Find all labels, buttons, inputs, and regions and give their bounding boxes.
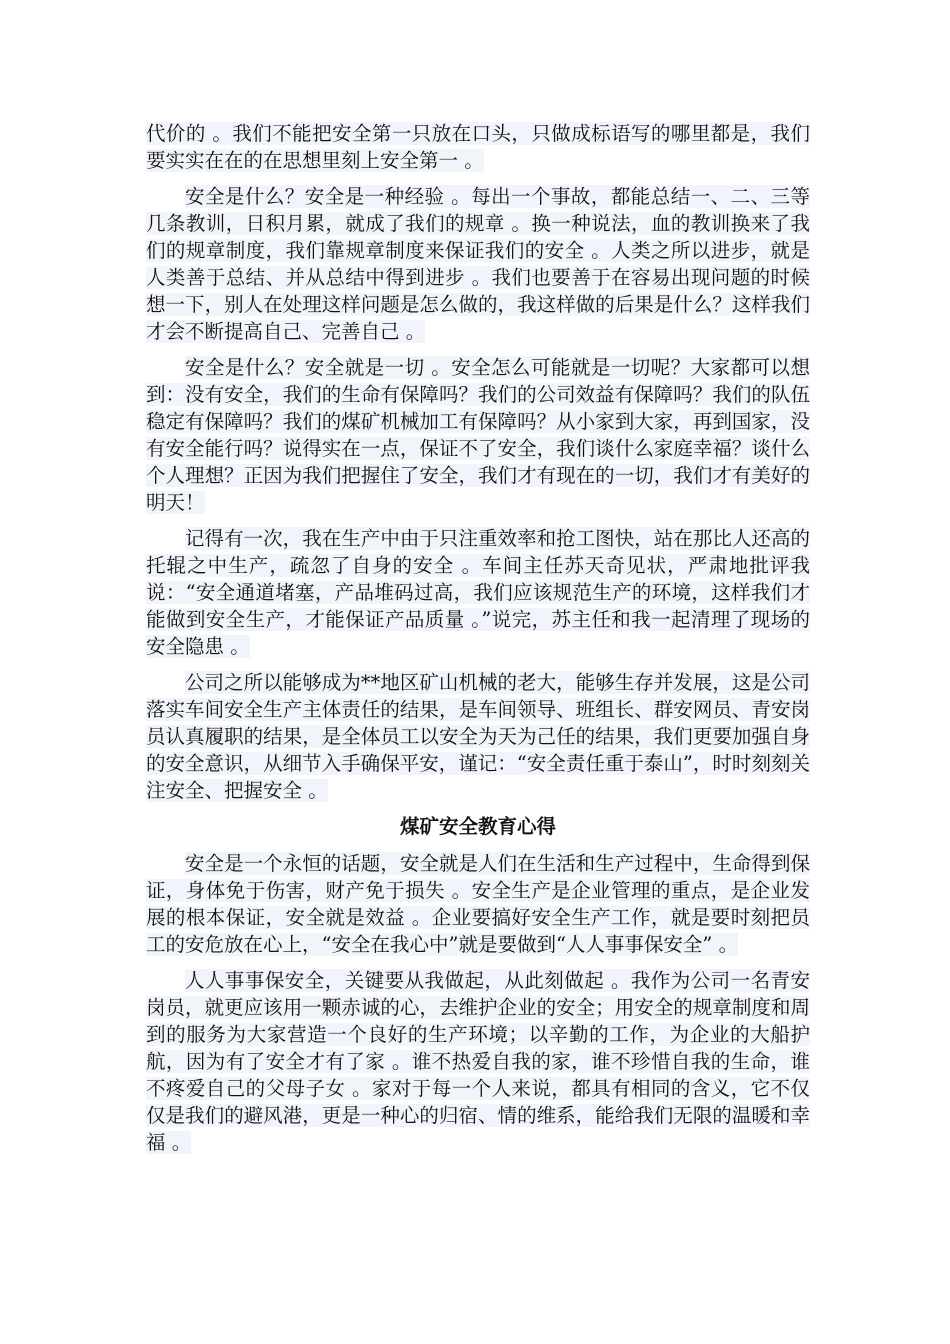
- paragraph-text: 代价的 。我们不能把安全第一只放在口头，只做成标语写的哪里都是，我们要实实在在的在思想里刻上安全第一 。: [146, 122, 810, 172]
- paragraph-experience: [146, 183, 810, 345]
- paragraph-text: 人人事事保安全，关键要从我做起，从此刻做起 。我作为公司一名青安岗员，就更应该用一颗赤诚的心，去维护企业的安全；用安全的规章制度和周到的服务为大家营造一个良好的生产环境；以辛勤的工作，为企业的大船护航，因为有了安全才有了家 。谁不热爱自我的家，谁不珍惜自我的生命，谁不疼爱自己的父母子女 。家对于每一个人来说，都具有相同的含义，它不仅仅是我们的避风港，更是一种心的归宿、情的维系，能给我们无限的温暖和幸福 。: [146, 969, 810, 1154]
- paragraph-text: 安全是什么？安全就是一切 。安全怎么可能就是一切呢？大家都可以想到：没有安全，我们的生命有保障吗？我们的公司效益有保障吗？我们的队伍稳定有保障吗？我们的煤矿机械加工有保障吗？从小家到大家，再到国家，没有安全能行吗？说得实在一点，保证不了安全，我们谈什么家庭幸福？谈什么个人理想？正因为我们把握住了安全，我们才有现在的一切，我们才有美好的明天！: [146, 356, 810, 514]
- section-title: 煤矿安全教育心得: [399, 815, 556, 838]
- paragraph-everything: [146, 354, 810, 516]
- paragraph-text: 安全是什么？安全是一种经验 。每出一个事故，都能总结一、二、三等几条教训，日积月累，就成了我们的规章 。换一种说法，血的教训换来了我们的规章制度，我们靠规章制度来保证我们的安全 。人类之所以进步，就是人类善于总结、并从总结中得到进步 。我们也要善于在容易出现问题的时候想一下，别人在处理这样问题是怎么做的，我这样做的后果是什么？这样我们才会不断提高自己、完善自己 。: [146, 185, 810, 343]
- paragraph-continued: [146, 120, 810, 174]
- paragraph-text: 公司之所以能够成为**地区矿山机械的老大，能够生存并发展，这是公司落实车间安全生产主体责任的结果，是车间领导、班组长、群安网员、青安岗员认真履职的结果，是全体员工以安全为天为己任的结果，我们更要加强自身的安全意识，从细节入手确保平安，谨记：“安全责任重于泰山”，时时刻刻关注安全、把握安全 。: [146, 671, 810, 802]
- paragraph-eternal-topic: [146, 850, 810, 958]
- paragraph-start-from-me: [146, 967, 810, 1156]
- document-body: [146, 120, 810, 1165]
- paragraph-company: [146, 669, 810, 804]
- paragraph-text: 记得有一次，我在生产中由于只注重效率和抢工图快，站在那比人还高的托辊之中生产，疏忽了自身的安全 。车间主任苏天奇见状，严肃地批评我说：“安全通道堵塞，产品堆码过高，我们应该规范生产的环境，这样我们才能做到安全生产，才能保证产品质量 。”说完，苏主任和我一起清理了现场的安全隐患 。: [146, 527, 810, 658]
- paragraph-text: 安全是一个永恒的话题，安全就是人们在生活和生产过程中，生命得到保证，身体免于伤害，财产免于损失 。安全生产是企业管理的重点，是企业发展的根本保证，安全就是效益 。企业要搞好安全生产工作，就是要时刻把员工的安危放在心上，“安全在我心中”就是要做到“人人事事保安全” 。: [146, 852, 810, 956]
- paragraph-anecdote: [146, 525, 810, 660]
